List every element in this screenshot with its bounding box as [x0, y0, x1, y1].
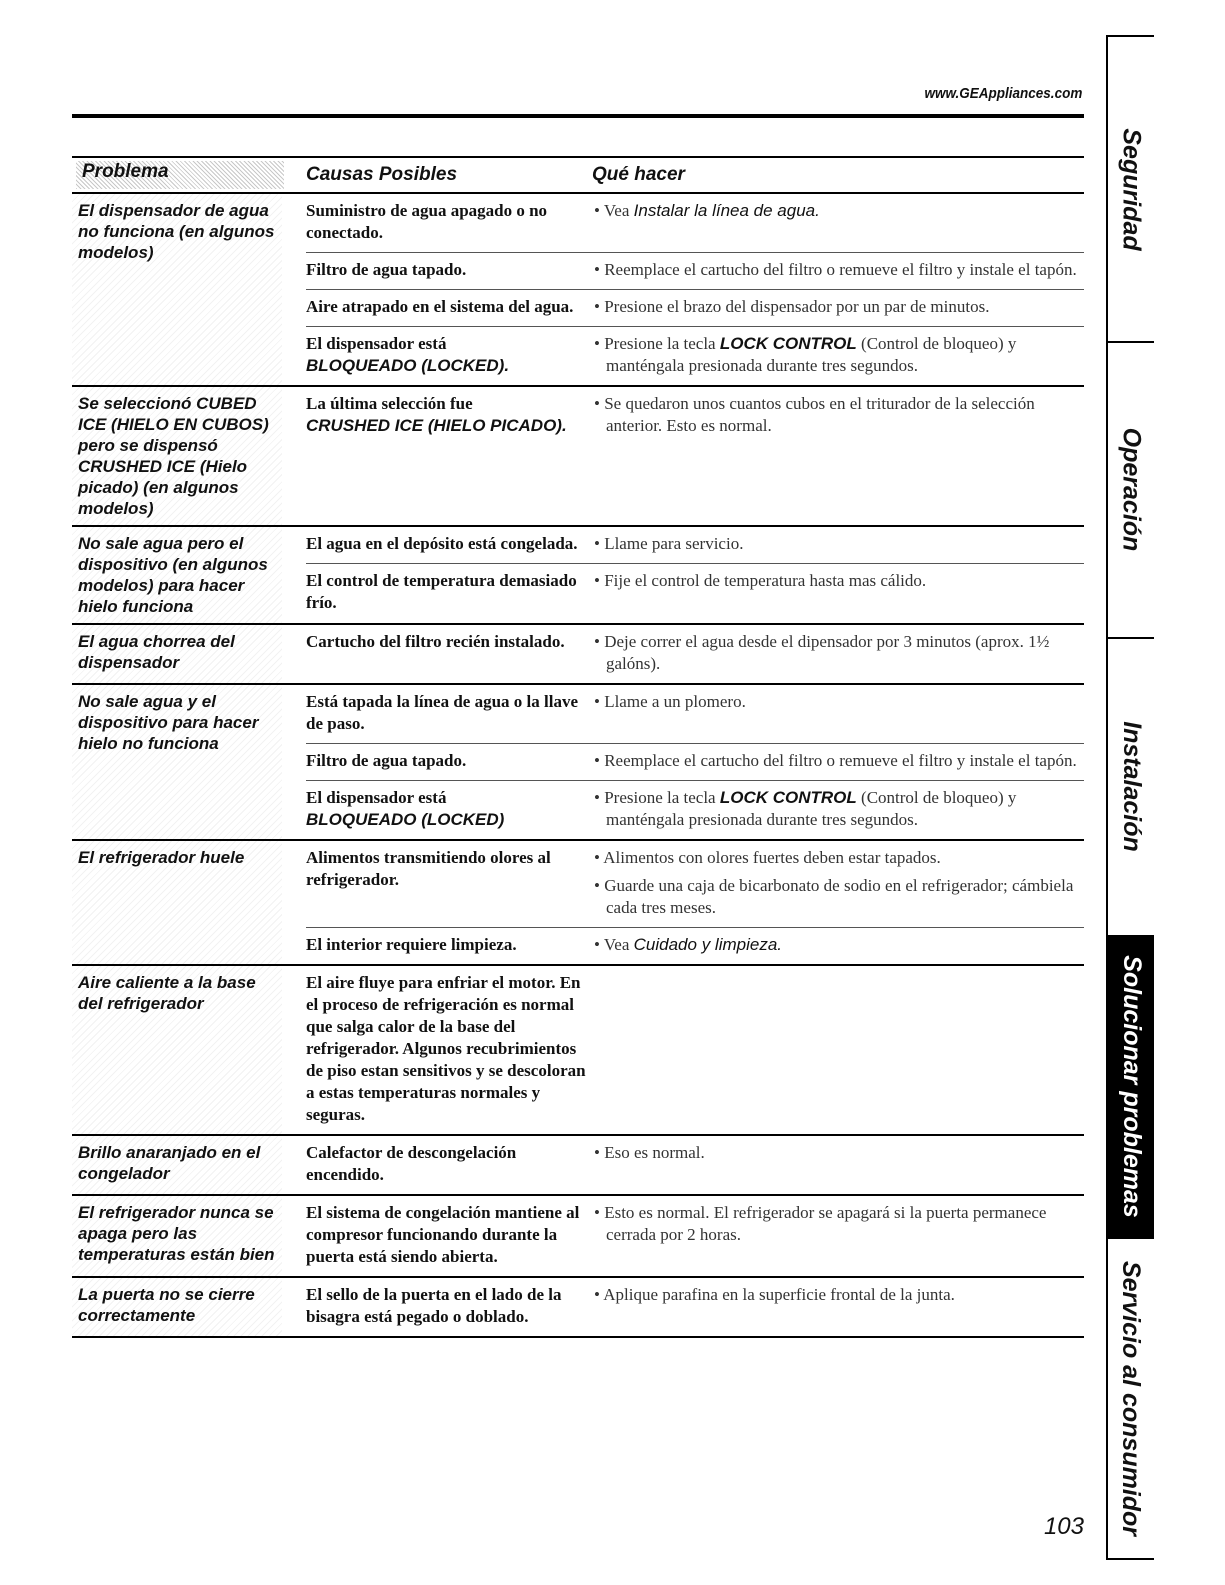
problem-cell: El refrigerador huele — [72, 841, 282, 964]
action-bullet — [592, 691, 1084, 713]
section-tabs — [1106, 35, 1154, 1560]
action-cell — [592, 393, 1084, 437]
action-bullet — [592, 1284, 1084, 1306]
cause-cell — [306, 1202, 592, 1268]
action-cell — [592, 631, 1084, 675]
cause-text: Calefactor de descongelación encendido. — [306, 1143, 517, 1184]
table-body — [72, 194, 1084, 1338]
table-row — [72, 527, 1084, 625]
table-row — [72, 194, 1084, 387]
cause-row — [306, 327, 1084, 385]
cause-cell — [306, 631, 592, 675]
action-cell — [592, 750, 1084, 772]
action-text: • Presione la tecla — [594, 788, 720, 807]
action-cell — [592, 934, 1084, 956]
table-row — [72, 625, 1084, 685]
cause-cell — [306, 333, 592, 377]
cause-row — [306, 781, 1084, 839]
cause-text: Filtro de agua tapado. — [306, 751, 467, 770]
action-text: • Se quedaron unos cuantos cubos en el triturador de la selección anterior. Esto es normal. — [594, 394, 1035, 435]
action-bullet — [592, 934, 1084, 956]
cause-row — [306, 194, 1084, 253]
action-cell — [592, 972, 1084, 1126]
cause-text: Aire atrapado en el sistema del agua. — [306, 297, 574, 316]
problem-cell: Aire caliente a la base del refrigerador — [72, 966, 282, 1134]
action-cell — [592, 333, 1084, 377]
problem-cell: No sale agua y el dispositivo para hacer hielo no funciona — [72, 685, 282, 839]
cause-row — [306, 625, 1084, 683]
cause-text: El dispensador está — [306, 788, 447, 807]
cause-cell — [306, 972, 592, 1126]
action-cell — [592, 787, 1084, 831]
cause-emphasis: BLOQUEADO (LOCKED) — [306, 810, 505, 829]
cause-cell — [306, 200, 592, 244]
header-causes: Causas Posibles — [306, 164, 458, 185]
cause-text: El aire fluye para enfriar el motor. En el proceso de refrigeración es normal que salga calor de la base del refrigerador. Algunos recubrimientos de piso estan sensitivos y se descoloran a estas temperaturas normales y seguras. — [306, 973, 586, 1124]
header-problem: Problema — [76, 161, 284, 189]
action-bullet — [592, 1202, 1084, 1246]
cause-text: El agua en el depósito está congelada. — [306, 534, 578, 553]
cause-emphasis: CRUSHED ICE (HIELO PICADO). — [306, 416, 567, 435]
table-row — [72, 387, 1084, 527]
cause-text: Alimentos transmitiendo olores al refrigerador. — [306, 848, 551, 889]
cause-row — [306, 1136, 1084, 1194]
cause-text: El dispensador está — [306, 334, 447, 353]
header-action: Qué hacer — [592, 164, 685, 185]
action-text: • Reemplace el cartucho del filtro o remueve el filtro y instale el tapón. — [594, 751, 1077, 770]
table-row — [72, 685, 1084, 841]
section-tab-5[interactable] — [1108, 1237, 1154, 1560]
action-bullet — [592, 533, 1084, 555]
action-bullet — [592, 875, 1084, 919]
action-text: • Llame a un plomero. — [594, 692, 746, 711]
action-text: • Eso es normal. — [594, 1143, 705, 1162]
action-text: • Deje correr el agua desde el dipensador por 3 minutos (aprox. 1½ galóns). — [594, 632, 1050, 673]
action-key-label: LOCK CONTROL — [719, 334, 857, 353]
action-reference: Instalar la línea de agua. — [633, 201, 820, 220]
action-text: • Presione el brazo del dispensador por un par de minutos. — [594, 297, 990, 316]
website-url: www.GEAppliances.com — [924, 85, 1082, 102]
cause-text: El control de temperatura demasiado frío. — [306, 571, 577, 612]
action-text: • Esto es normal. El refrigerador se apagará si la puerta permanece cerrada por 2 horas. — [594, 1203, 1047, 1244]
cause-row — [306, 1278, 1084, 1336]
cause-row — [306, 290, 1084, 327]
cause-text: El interior requiere limpieza. — [306, 935, 517, 954]
problem-cell: La puerta no se cierre correctamente — [72, 1278, 282, 1336]
table-row — [72, 841, 1084, 966]
action-cell — [592, 200, 1084, 244]
troubleshooting-table — [72, 156, 1084, 1338]
cause-row — [306, 387, 1084, 445]
cause-cell — [306, 750, 592, 772]
section-tab-1[interactable] — [1108, 37, 1154, 343]
action-text: • Fije el control de temperatura hasta mas cálido. — [594, 571, 927, 590]
section-tab-label: Instalación — [1117, 720, 1146, 852]
action-cell — [592, 1284, 1084, 1328]
action-text: • Alimentos con olores fuertes deben estar tapados. — [594, 848, 941, 867]
table-row — [72, 966, 1084, 1136]
page-number: 103 — [1043, 1513, 1084, 1540]
action-text-tail: (Control de bloqueo) y manténgala presionada durante tres segundos. — [606, 788, 1017, 829]
section-tab-label: Seguridad — [1117, 127, 1146, 251]
action-cell — [592, 296, 1084, 318]
problem-cell: No sale agua pero el dispositivo (en algunos modelos) para hacer hielo funciona — [72, 527, 282, 623]
cause-cell — [306, 847, 592, 919]
cause-cell — [306, 934, 592, 956]
cause-text: La última selección fue — [306, 394, 473, 413]
section-tab-label: Operación — [1117, 427, 1146, 551]
action-cell — [592, 1142, 1084, 1186]
cause-cell — [306, 570, 592, 614]
action-bullet — [592, 393, 1084, 437]
action-bullet — [592, 296, 1084, 318]
action-bullet — [592, 847, 1084, 869]
problem-cell: El refrigerador nunca se apaga pero las temperaturas están bien — [72, 1196, 282, 1276]
table-row — [72, 1196, 1084, 1278]
action-bullet — [592, 750, 1084, 772]
section-tab-2[interactable] — [1108, 341, 1154, 639]
action-text: • Aplique parafina en la superficie frontal de la junta. — [594, 1285, 955, 1304]
action-bullet — [592, 333, 1084, 377]
cause-cell — [306, 393, 592, 437]
action-cell — [592, 570, 1084, 614]
cause-row — [306, 1196, 1084, 1276]
cause-text: El sello de la puerta en el lado de la bisagra está pegado o doblado. — [306, 1285, 562, 1326]
section-tab-4[interactable] — [1108, 935, 1154, 1239]
cause-cell — [306, 296, 592, 318]
action-text: • Vea — [594, 935, 634, 954]
cause-cell — [306, 691, 592, 735]
cause-cell — [306, 787, 592, 831]
action-cell — [592, 1202, 1084, 1268]
action-text: • Vea — [594, 201, 634, 220]
top-rule — [72, 114, 1084, 118]
action-cell — [592, 533, 1084, 555]
problem-cell: El agua chorrea del dispensador — [72, 625, 282, 683]
cause-text: Cartucho del filtro recién instalado. — [306, 632, 565, 651]
cause-row — [306, 966, 1084, 1134]
action-bullet — [592, 570, 1084, 592]
action-bullet — [592, 631, 1084, 675]
section-tab-3[interactable] — [1108, 637, 1154, 937]
table-row — [72, 1136, 1084, 1196]
action-bullet — [592, 787, 1084, 831]
action-cell — [592, 847, 1084, 919]
action-text-tail: (Control de bloqueo) y manténgala presionada durante tres segundos. — [606, 334, 1017, 375]
cause-cell — [306, 533, 592, 555]
action-text: • Guarde una caja de bicarbonato de sodio en el refrigerador; cámbiela cada tres meses. — [594, 876, 1074, 917]
cause-cell — [306, 259, 592, 281]
cause-row — [306, 253, 1084, 290]
cause-text: El sistema de congelación mantiene al compresor funcionando durante la puerta está siendo abierta. — [306, 1203, 580, 1266]
table-row — [72, 1278, 1084, 1338]
action-cell — [592, 259, 1084, 281]
problem-cell: Brillo anaranjado en el congelador — [72, 1136, 282, 1194]
table-header — [72, 156, 1084, 194]
cause-text: Está tapada la línea de agua o la llave de paso. — [306, 692, 579, 733]
action-cell — [592, 691, 1084, 735]
cause-cell — [306, 1284, 592, 1328]
action-key-label: LOCK CONTROL — [719, 788, 857, 807]
cause-row — [306, 564, 1084, 622]
cause-emphasis: BLOQUEADO (LOCKED). — [306, 356, 510, 375]
action-reference: Cuidado y limpieza. — [633, 935, 782, 954]
action-bullet — [592, 1142, 1084, 1164]
action-text: • Reemplace el cartucho del filtro o remueve el filtro y instale el tapón. — [594, 260, 1077, 279]
cause-row — [306, 928, 1084, 964]
section-tab-label: Solucionar problemas — [1117, 954, 1146, 1218]
cause-row — [306, 841, 1084, 928]
cause-row — [306, 744, 1084, 781]
action-text: • Presione la tecla — [594, 334, 720, 353]
problem-cell: Se seleccionó CUBED ICE (HIELO EN CUBOS) pero se dispensó CRUSHED ICE (Hielo picado) (en algunos modelos) — [72, 387, 282, 525]
section-tab-label: Servicio al consumidor — [1117, 1260, 1146, 1537]
cause-cell — [306, 1142, 592, 1186]
cause-row — [306, 527, 1084, 564]
cause-text: Suministro de agua apagado o no conectado. — [306, 201, 548, 242]
action-bullet — [592, 259, 1084, 281]
cause-row — [306, 685, 1084, 744]
problem-cell: El dispensador de agua no funciona (en algunos modelos) — [72, 194, 282, 385]
action-text: • Llame para servicio. — [594, 534, 744, 553]
action-bullet — [592, 200, 1084, 222]
cause-text: Filtro de agua tapado. — [306, 260, 467, 279]
